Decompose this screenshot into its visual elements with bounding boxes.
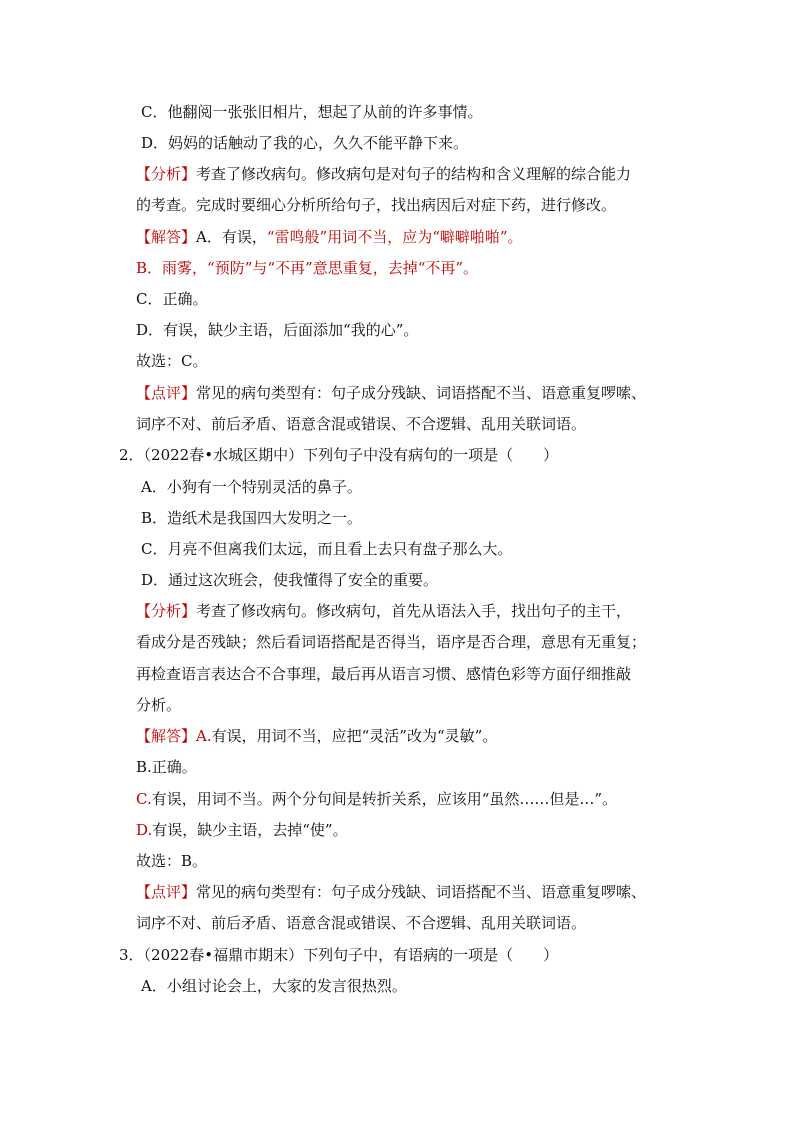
q2-analysis-line-1 <box>136 601 631 621</box>
q2-stem: 2．（2022春•水城区期中）下列句子中没有病句的一项是（ ） <box>119 446 559 464</box>
q3-option-a: A．小组讨论会上，大家的发言很热烈。 <box>141 977 407 995</box>
analysis-tag: 【分析】 <box>136 165 197 183</box>
q2-choice: 故选：B。 <box>136 852 208 870</box>
answer-b-prefix: B．雨雾， <box>136 259 208 277</box>
q1-analysis-line-1 <box>136 164 631 184</box>
q2-option-c: C．月亮不但离我们太远，而且看上去只有盘子那么大。 <box>141 540 513 558</box>
q2-comment-line-2: 词序不对、前后矛盾、语意含混或错误、不合逻辑、乱用关联词语。 <box>136 914 587 932</box>
comment-tag: 【点评】 <box>136 384 197 402</box>
q3-stem: 3．（2022春•福鼎市期末）下列句子中，有语病的一项是（ ） <box>119 946 559 964</box>
q1-choice: 故选：C。 <box>136 352 208 370</box>
answer-tag: 【解答】 <box>136 228 197 246</box>
answer-tag: 【解答】 <box>136 727 197 745</box>
q1-comment-line-2: 词序不对、前后矛盾、语意含混或错误、不合逻辑、乱用关联词语。 <box>136 415 587 433</box>
analysis-text: 考查了修改病句。修改病句是对句子的结构和含义理解的综合能力 <box>196 165 632 183</box>
q1-comment-line-1 <box>136 383 646 403</box>
answer-c-text: 有误，用词不当。两个分句间是转折关系，应该用“虽然……但是…”。 <box>151 790 618 808</box>
comment-tag: 【点评】 <box>136 883 197 901</box>
answer-a-highlight: “雷鸣般”用词不当，应为“噼噼啪啪”。 <box>266 228 523 246</box>
q1-answer-a <box>136 227 523 247</box>
q1-answer-d: D．有误，缺少主语，后面添加“我的心”。 <box>136 321 419 339</box>
q2-option-d: D．通过这次班会，使我懂得了安全的重要。 <box>141 571 439 589</box>
comment-text: 常见的病句类型有：句子成分残缺、词语搭配不当、语意重复啰嗦、 <box>196 883 647 901</box>
q2-analysis-line-2: 看成分是否残缺；然后看词语搭配是否得当，语序是否合理，意思有无重复； <box>136 633 647 651</box>
comment-text: 常见的病句类型有：句子成分残缺、词语搭配不当、语意重复啰嗦、 <box>196 384 647 402</box>
q2-answer-c <box>136 789 617 809</box>
q1-answer-b <box>136 258 478 278</box>
q2-analysis-line-4: 分析。 <box>136 696 182 714</box>
answer-b-highlight: “预防”与“不再”意思重复，去掉“不再”。 <box>207 259 479 277</box>
q1-answer-c: C．正确。 <box>136 290 208 308</box>
q2-answer-a <box>136 726 497 746</box>
analysis-tag: 【分析】 <box>136 602 197 620</box>
q2-answer-d <box>136 820 348 840</box>
q1-analysis-line-2: 的考查。完成时要细心分析所给句子，找出病因后对症下药，进行修改。 <box>136 196 617 214</box>
q2-answer-b: B.正确。 <box>136 758 197 776</box>
q1-option-d: D．妈妈的话触动了我的心，久久不能平静下来。 <box>141 134 469 152</box>
q1-option-c: C．他翻阅一张张旧相片，想起了从前的许多事情。 <box>141 103 483 121</box>
answer-d-letter: D. <box>136 821 153 839</box>
answer-a-prefix: A．有误， <box>196 228 267 246</box>
analysis-text: 考查了修改病句。修改病句，首先从语法入手，找出句子的主干， <box>196 602 632 620</box>
answer-c-letter: C. <box>136 790 152 808</box>
q2-option-a: A．小狗有一个特别灵活的鼻子。 <box>141 478 362 496</box>
answer-d-text: 有误，缺少主语，去掉“使”。 <box>152 821 348 839</box>
answer-a-letter: A. <box>196 727 212 745</box>
q2-comment-line-1 <box>136 882 646 902</box>
q2-option-b: B．造纸术是我国四大发明之一。 <box>141 509 363 527</box>
answer-a-text: 有误，用词不当，应把“灵活”改为“灵敏”。 <box>211 727 498 745</box>
q2-analysis-line-3: 再检查语言表达合不合事理，最后再从语言习惯、感情色彩等方面仔细推敲 <box>136 665 632 683</box>
